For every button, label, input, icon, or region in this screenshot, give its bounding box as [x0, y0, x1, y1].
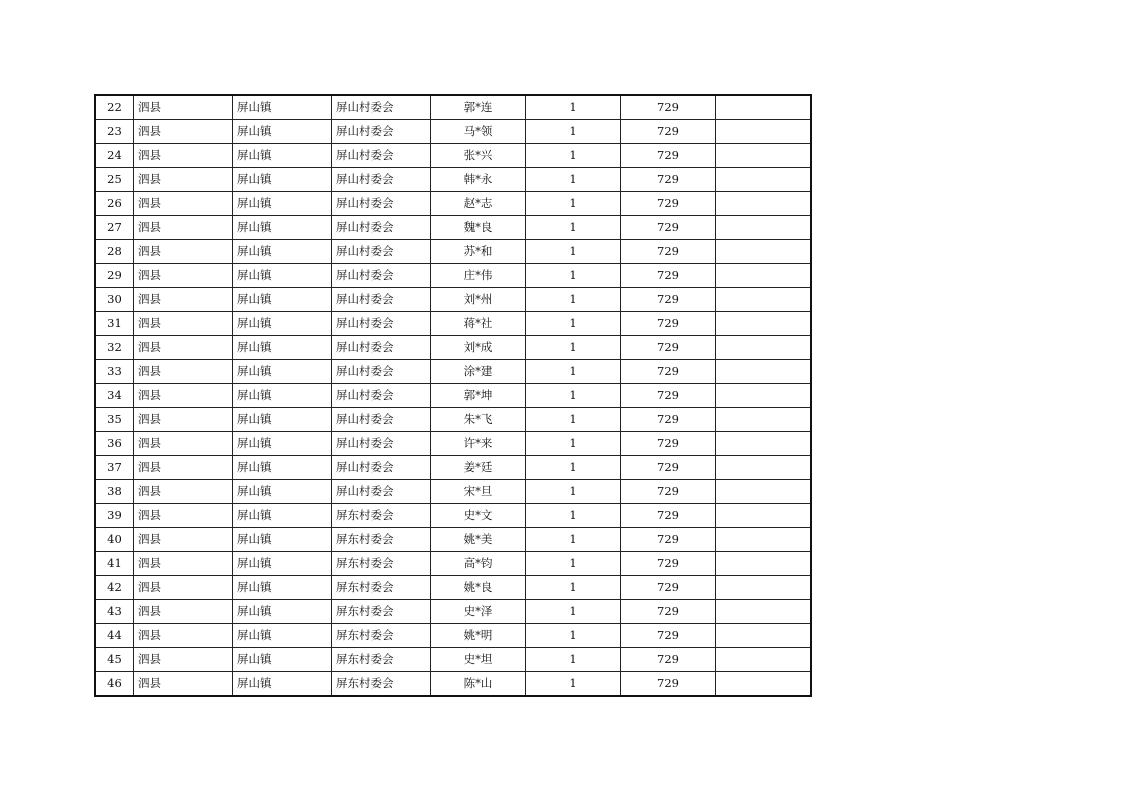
county-cell: 泗县: [134, 312, 233, 336]
row-number-cell: 41: [95, 552, 134, 576]
row-number-cell: 32: [95, 336, 134, 360]
note-cell: [716, 144, 812, 168]
count-cell: 1: [526, 456, 621, 480]
county-cell: 泗县: [134, 624, 233, 648]
note-cell: [716, 456, 812, 480]
town-cell: 屏山镇: [233, 95, 332, 120]
person-name-cell: 姚*美: [431, 528, 526, 552]
note-cell: [716, 312, 812, 336]
person-name-cell: 姚*良: [431, 576, 526, 600]
table-row: [95, 336, 811, 360]
amount-cell: 729: [621, 576, 716, 600]
person-name-cell: 刘*州: [431, 288, 526, 312]
note-cell: [716, 576, 812, 600]
table-row: [95, 408, 811, 432]
count-cell: 1: [526, 216, 621, 240]
amount-cell: 729: [621, 552, 716, 576]
person-name-cell: 庄*伟: [431, 264, 526, 288]
town-cell: 屏山镇: [233, 168, 332, 192]
table-row: [95, 312, 811, 336]
note-cell: [716, 480, 812, 504]
person-name-cell: 姚*明: [431, 624, 526, 648]
row-number-cell: 28: [95, 240, 134, 264]
person-name-cell: 史*泽: [431, 600, 526, 624]
county-cell: 泗县: [134, 192, 233, 216]
town-cell: 屏山镇: [233, 552, 332, 576]
count-cell: 1: [526, 192, 621, 216]
amount-cell: 729: [621, 504, 716, 528]
row-number-cell: 22: [95, 95, 134, 120]
row-number-cell: 30: [95, 288, 134, 312]
row-number-cell: 35: [95, 408, 134, 432]
county-cell: 泗县: [134, 528, 233, 552]
town-cell: 屏山镇: [233, 216, 332, 240]
amount-cell: 729: [621, 456, 716, 480]
amount-cell: 729: [621, 528, 716, 552]
county-cell: 泗县: [134, 576, 233, 600]
village-committee-cell: 屏东村委会: [332, 504, 431, 528]
table-row: [95, 192, 811, 216]
row-number-cell: 36: [95, 432, 134, 456]
row-number-cell: 46: [95, 672, 134, 697]
count-cell: 1: [526, 240, 621, 264]
village-committee-cell: 屏山村委会: [332, 480, 431, 504]
note-cell: [716, 120, 812, 144]
row-number-cell: 24: [95, 144, 134, 168]
amount-cell: 729: [621, 672, 716, 697]
data-table: [94, 94, 812, 697]
note-cell: [716, 552, 812, 576]
person-name-cell: 郭*坤: [431, 384, 526, 408]
table-body: [95, 95, 811, 696]
village-committee-cell: 屏山村委会: [332, 192, 431, 216]
row-number-cell: 27: [95, 216, 134, 240]
amount-cell: 729: [621, 120, 716, 144]
count-cell: 1: [526, 120, 621, 144]
amount-cell: 729: [621, 312, 716, 336]
table-row: [95, 360, 811, 384]
county-cell: 泗县: [134, 264, 233, 288]
count-cell: 1: [526, 648, 621, 672]
amount-cell: 729: [621, 216, 716, 240]
village-committee-cell: 屏山村委会: [332, 120, 431, 144]
town-cell: 屏山镇: [233, 600, 332, 624]
village-committee-cell: 屏山村委会: [332, 95, 431, 120]
row-number-cell: 31: [95, 312, 134, 336]
town-cell: 屏山镇: [233, 480, 332, 504]
town-cell: 屏山镇: [233, 192, 332, 216]
amount-cell: 729: [621, 360, 716, 384]
amount-cell: 729: [621, 192, 716, 216]
count-cell: 1: [526, 408, 621, 432]
amount-cell: 729: [621, 264, 716, 288]
person-name-cell: 赵*志: [431, 192, 526, 216]
table-row: [95, 624, 811, 648]
count-cell: 1: [526, 384, 621, 408]
row-number-cell: 38: [95, 480, 134, 504]
county-cell: 泗县: [134, 480, 233, 504]
amount-cell: 729: [621, 600, 716, 624]
table-row: [95, 576, 811, 600]
town-cell: 屏山镇: [233, 504, 332, 528]
village-committee-cell: 屏东村委会: [332, 528, 431, 552]
person-name-cell: 高*钧: [431, 552, 526, 576]
table-row: [95, 168, 811, 192]
count-cell: 1: [526, 600, 621, 624]
count-cell: 1: [526, 432, 621, 456]
note-cell: [716, 288, 812, 312]
note-cell: [716, 95, 812, 120]
row-number-cell: 29: [95, 264, 134, 288]
note-cell: [716, 336, 812, 360]
amount-cell: 729: [621, 144, 716, 168]
table-row: [95, 120, 811, 144]
person-name-cell: 朱*飞: [431, 408, 526, 432]
note-cell: [716, 240, 812, 264]
row-number-cell: 44: [95, 624, 134, 648]
table-row: [95, 240, 811, 264]
row-number-cell: 33: [95, 360, 134, 384]
town-cell: 屏山镇: [233, 336, 332, 360]
person-name-cell: 马*领: [431, 120, 526, 144]
count-cell: 1: [526, 624, 621, 648]
row-number-cell: 40: [95, 528, 134, 552]
count-cell: 1: [526, 552, 621, 576]
county-cell: 泗县: [134, 336, 233, 360]
table-row: [95, 432, 811, 456]
note-cell: [716, 504, 812, 528]
note-cell: [716, 264, 812, 288]
table-row: [95, 384, 811, 408]
county-cell: 泗县: [134, 216, 233, 240]
town-cell: 屏山镇: [233, 288, 332, 312]
village-committee-cell: 屏东村委会: [332, 648, 431, 672]
amount-cell: 729: [621, 624, 716, 648]
amount-cell: 729: [621, 168, 716, 192]
town-cell: 屏山镇: [233, 576, 332, 600]
note-cell: [716, 216, 812, 240]
county-cell: 泗县: [134, 672, 233, 697]
row-number-cell: 43: [95, 600, 134, 624]
row-number-cell: 26: [95, 192, 134, 216]
table-row: [95, 672, 811, 697]
town-cell: 屏山镇: [233, 360, 332, 384]
village-committee-cell: 屏山村委会: [332, 168, 431, 192]
person-name-cell: 史*坦: [431, 648, 526, 672]
village-committee-cell: 屏东村委会: [332, 672, 431, 697]
village-committee-cell: 屏山村委会: [332, 240, 431, 264]
row-number-cell: 25: [95, 168, 134, 192]
town-cell: 屏山镇: [233, 408, 332, 432]
town-cell: 屏山镇: [233, 624, 332, 648]
count-cell: 1: [526, 576, 621, 600]
count-cell: 1: [526, 672, 621, 697]
count-cell: 1: [526, 360, 621, 384]
note-cell: [716, 672, 812, 697]
count-cell: 1: [526, 288, 621, 312]
note-cell: [716, 408, 812, 432]
note-cell: [716, 624, 812, 648]
count-cell: 1: [526, 528, 621, 552]
person-name-cell: 许*来: [431, 432, 526, 456]
village-committee-cell: 屏东村委会: [332, 624, 431, 648]
row-number-cell: 42: [95, 576, 134, 600]
note-cell: [716, 528, 812, 552]
amount-cell: 729: [621, 408, 716, 432]
amount-cell: 729: [621, 240, 716, 264]
person-name-cell: 史*文: [431, 504, 526, 528]
table-row: [95, 480, 811, 504]
village-committee-cell: 屏山村委会: [332, 288, 431, 312]
town-cell: 屏山镇: [233, 384, 332, 408]
amount-cell: 729: [621, 336, 716, 360]
row-number-cell: 39: [95, 504, 134, 528]
row-number-cell: 45: [95, 648, 134, 672]
note-cell: [716, 600, 812, 624]
county-cell: 泗县: [134, 120, 233, 144]
town-cell: 屏山镇: [233, 144, 332, 168]
person-name-cell: 郭*连: [431, 95, 526, 120]
town-cell: 屏山镇: [233, 672, 332, 697]
town-cell: 屏山镇: [233, 240, 332, 264]
row-number-cell: 23: [95, 120, 134, 144]
village-committee-cell: 屏山村委会: [332, 264, 431, 288]
note-cell: [716, 384, 812, 408]
county-cell: 泗县: [134, 360, 233, 384]
person-name-cell: 陈*山: [431, 672, 526, 697]
person-name-cell: 涂*建: [431, 360, 526, 384]
note-cell: [716, 648, 812, 672]
county-cell: 泗县: [134, 432, 233, 456]
village-committee-cell: 屏山村委会: [332, 408, 431, 432]
amount-cell: 729: [621, 384, 716, 408]
village-committee-cell: 屏东村委会: [332, 600, 431, 624]
amount-cell: 729: [621, 648, 716, 672]
person-name-cell: 魏*良: [431, 216, 526, 240]
count-cell: 1: [526, 264, 621, 288]
table-row: [95, 216, 811, 240]
amount-cell: 729: [621, 288, 716, 312]
table-row: [95, 264, 811, 288]
county-cell: 泗县: [134, 168, 233, 192]
town-cell: 屏山镇: [233, 648, 332, 672]
table-row: [95, 288, 811, 312]
village-committee-cell: 屏东村委会: [332, 576, 431, 600]
person-name-cell: 刘*成: [431, 336, 526, 360]
note-cell: [716, 168, 812, 192]
village-committee-cell: 屏山村委会: [332, 336, 431, 360]
county-cell: 泗县: [134, 600, 233, 624]
town-cell: 屏山镇: [233, 456, 332, 480]
county-cell: 泗县: [134, 144, 233, 168]
table-row: [95, 528, 811, 552]
town-cell: 屏山镇: [233, 528, 332, 552]
village-committee-cell: 屏山村委会: [332, 456, 431, 480]
count-cell: 1: [526, 504, 621, 528]
county-cell: 泗县: [134, 408, 233, 432]
table-row: [95, 95, 811, 120]
person-name-cell: 宋*旦: [431, 480, 526, 504]
village-committee-cell: 屏山村委会: [332, 360, 431, 384]
count-cell: 1: [526, 312, 621, 336]
note-cell: [716, 360, 812, 384]
count-cell: 1: [526, 95, 621, 120]
count-cell: 1: [526, 336, 621, 360]
county-cell: 泗县: [134, 504, 233, 528]
note-cell: [716, 192, 812, 216]
county-cell: 泗县: [134, 288, 233, 312]
county-cell: 泗县: [134, 456, 233, 480]
town-cell: 屏山镇: [233, 432, 332, 456]
person-name-cell: 张*兴: [431, 144, 526, 168]
table-row: [95, 504, 811, 528]
table-row: [95, 648, 811, 672]
person-name-cell: 韩*永: [431, 168, 526, 192]
village-committee-cell: 屏山村委会: [332, 312, 431, 336]
village-committee-cell: 屏山村委会: [332, 384, 431, 408]
county-cell: 泗县: [134, 95, 233, 120]
town-cell: 屏山镇: [233, 312, 332, 336]
count-cell: 1: [526, 168, 621, 192]
person-name-cell: 苏*和: [431, 240, 526, 264]
town-cell: 屏山镇: [233, 120, 332, 144]
town-cell: 屏山镇: [233, 264, 332, 288]
village-committee-cell: 屏山村委会: [332, 216, 431, 240]
count-cell: 1: [526, 480, 621, 504]
village-committee-cell: 屏东村委会: [332, 552, 431, 576]
person-name-cell: 姜*廷: [431, 456, 526, 480]
count-cell: 1: [526, 144, 621, 168]
amount-cell: 729: [621, 432, 716, 456]
table-row: [95, 600, 811, 624]
village-committee-cell: 屏山村委会: [332, 432, 431, 456]
note-cell: [716, 432, 812, 456]
county-cell: 泗县: [134, 240, 233, 264]
amount-cell: 729: [621, 95, 716, 120]
village-committee-cell: 屏山村委会: [332, 144, 431, 168]
county-cell: 泗县: [134, 648, 233, 672]
table-row: [95, 144, 811, 168]
table-row: [95, 456, 811, 480]
county-cell: 泗县: [134, 384, 233, 408]
county-cell: 泗县: [134, 552, 233, 576]
person-name-cell: 蒋*社: [431, 312, 526, 336]
row-number-cell: 37: [95, 456, 134, 480]
amount-cell: 729: [621, 480, 716, 504]
table-row: [95, 552, 811, 576]
row-number-cell: 34: [95, 384, 134, 408]
